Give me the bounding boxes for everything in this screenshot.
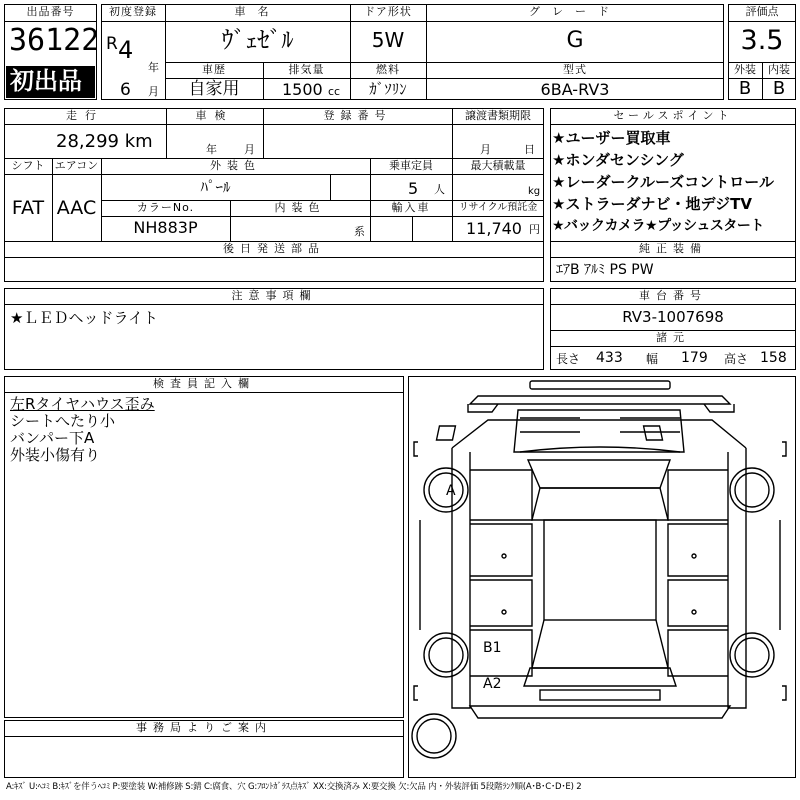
inspection-year-unit: 年 [206,143,217,156]
exterior-grade: B [738,78,752,99]
import-label: 輸入車 [391,201,431,214]
sales-item: ★バックカメラ★プッシュスタート [552,218,764,234]
inspector-line: 外装小傷有り [10,446,101,464]
door-type: 5W [371,28,405,52]
rear-right-wheel [730,633,774,677]
dimensions-label: 諸元 [656,331,690,344]
transfer-day-unit: 日 [524,143,535,156]
first-reg-label: 初度登録 [109,5,157,18]
chassis-number: RV3-1007698 [622,308,724,326]
rear-glass [532,620,668,668]
history: 自家用 [188,79,240,99]
door-label: ドア形状 [364,5,412,18]
sales-label: セールスポイント [613,109,733,122]
width-label: 幅 [646,352,659,366]
model: 6BA-RV3 [540,80,610,99]
cowl [520,447,680,452]
right-brackets [782,442,786,700]
exterior-grade-label: 外装 [734,63,756,76]
damage-mark-a: A [446,483,456,499]
grade-label: グレード [529,5,621,18]
fuel: ｶﾞｿﾘﾝ [369,80,407,98]
parts-label: 後日発送部品 [223,242,325,255]
aircon-label: エアコン [54,159,99,172]
hood [452,420,746,448]
transfer-month-unit: 月 [480,143,491,156]
recycle-label: リサイクル預託金 [458,202,538,213]
grade: G [566,28,584,53]
transfer-label: 譲渡書類期限 [465,109,531,122]
width: 179 [681,350,708,366]
model-label: 型式 [563,63,587,76]
roof-front [532,488,668,520]
chassis-label: 車台番号 [639,289,707,302]
damage-mark-a2: A2 [483,676,502,692]
notes: ★ＬＥＤヘッドライト [10,309,158,327]
first-listing-label: 初出品 [10,67,82,95]
car-name: ｳﾞｪｾﾞﾙ [221,26,294,54]
lot-label: 出品番号 [26,5,75,18]
inspector-line: バンパー下A [10,429,95,447]
max-load-unit: kg [528,186,541,197]
sales-item: ★ホンダセンシング [552,151,684,169]
mileage-label: 走行 [66,109,104,122]
front-right-wheel [730,468,774,512]
headlight-r [644,426,663,440]
height-label: 高さ [724,352,749,366]
inspection-month-unit: 月 [244,143,255,156]
max-load-label: 最大積載量 [470,159,526,172]
windshield [528,460,670,488]
legend: A:ｷｽﾞ U:ﾍｺﾐ B:ｷｽﾞを伴うﾍｺﾐ P:要塗装 W:補修跡 S:錆 C:腐食、穴 G:ﾌﾛﾝﾄｶﾞﾗｽ点ｷｽﾞ XX:交換済み X:要交換 欠:欠品 内・外装評価 5段階ﾗﾝｸ順(A･B･C･D･E) 2 [6,782,582,792]
inspection-label: 車検 [195,109,234,122]
sales-item: ★ユーザー買取車 [552,129,671,147]
era: R [106,34,118,54]
rear-bumper [540,690,660,700]
headlight-l [436,426,455,440]
lot-number: 36122 [9,23,100,58]
notes-label: 注意事項欄 [231,289,317,302]
interior-grade: B [772,78,786,99]
right-panels [668,470,728,676]
recycle-amount: 11,740 [466,219,522,238]
inspector-line: 左Rタイヤハウス歪み [10,395,155,413]
displacement: 1500 [282,80,323,99]
equipment-label: 純正装備 [639,242,707,255]
mileage: 28,299 km [56,131,153,152]
tailgate [524,668,676,686]
left-brackets [414,442,418,700]
fuel-label: 燃料 [376,63,400,76]
length: 433 [596,350,623,366]
capacity-unit: 人 [434,183,445,196]
first-reg-year: 4 [118,36,134,64]
capacity-label: 乗車定員 [389,159,433,172]
color-no: NH883P [133,218,198,237]
month-unit: 月 [148,85,159,98]
first-reg-month: 6 [120,80,131,100]
office-label: 事務局よりご案内 [136,721,272,734]
damage-mark-b1: B1 [483,640,502,656]
aircon: AAC [56,197,97,219]
shift-label: シフト [11,159,45,172]
roof-rail-top [530,381,670,389]
shift: FAT [11,197,45,219]
recycle-unit: 円 [529,223,540,236]
interior-color-suffix: 系 [354,225,365,238]
inspector-label: 検査員記入欄 [153,377,255,390]
rear-left-wheel [424,633,468,677]
displacement-label: 排気量 [288,63,325,76]
equipment: ｴｱB ｱﾙﾐ PS PW [556,262,654,278]
year-unit: 年 [148,61,159,74]
hood-panel [514,410,684,452]
inspector-line: シートへたり小 [10,412,116,430]
left-handle [502,554,506,558]
exterior-color-label: 外装色 [210,159,261,172]
rating-label: 評価点 [745,5,779,18]
right-handle [692,554,696,558]
roof [544,520,656,620]
sales-item: ★レーダークルーズコントロール [552,173,774,191]
side-sills [420,520,780,630]
rating: 3.5 [740,25,784,56]
history-label: 車歴 [202,63,226,76]
interior-color-label: 内装色 [274,201,326,214]
capacity: 5 [408,179,419,198]
height: 158 [760,350,787,366]
interior-grade-label: 内装 [768,63,790,76]
sales-item: ★ストラーダナビ・地デジTV [552,195,752,213]
spare-wheel [412,714,456,758]
exterior-color: ﾊﾟｰﾙ [200,178,231,196]
front-bumper [468,404,734,412]
left-handle-rear [502,610,506,614]
displacement-unit: cc [328,85,341,98]
rear-bumper-bottom [470,706,730,718]
right-handle-rear [692,610,696,614]
car-name-label: 車名 [234,5,281,18]
front-bumper-top [470,396,730,404]
registration-label: 登録番号 [323,109,392,122]
length-label: 長さ [556,352,581,366]
color-no-label: カラーNo. [136,201,195,214]
